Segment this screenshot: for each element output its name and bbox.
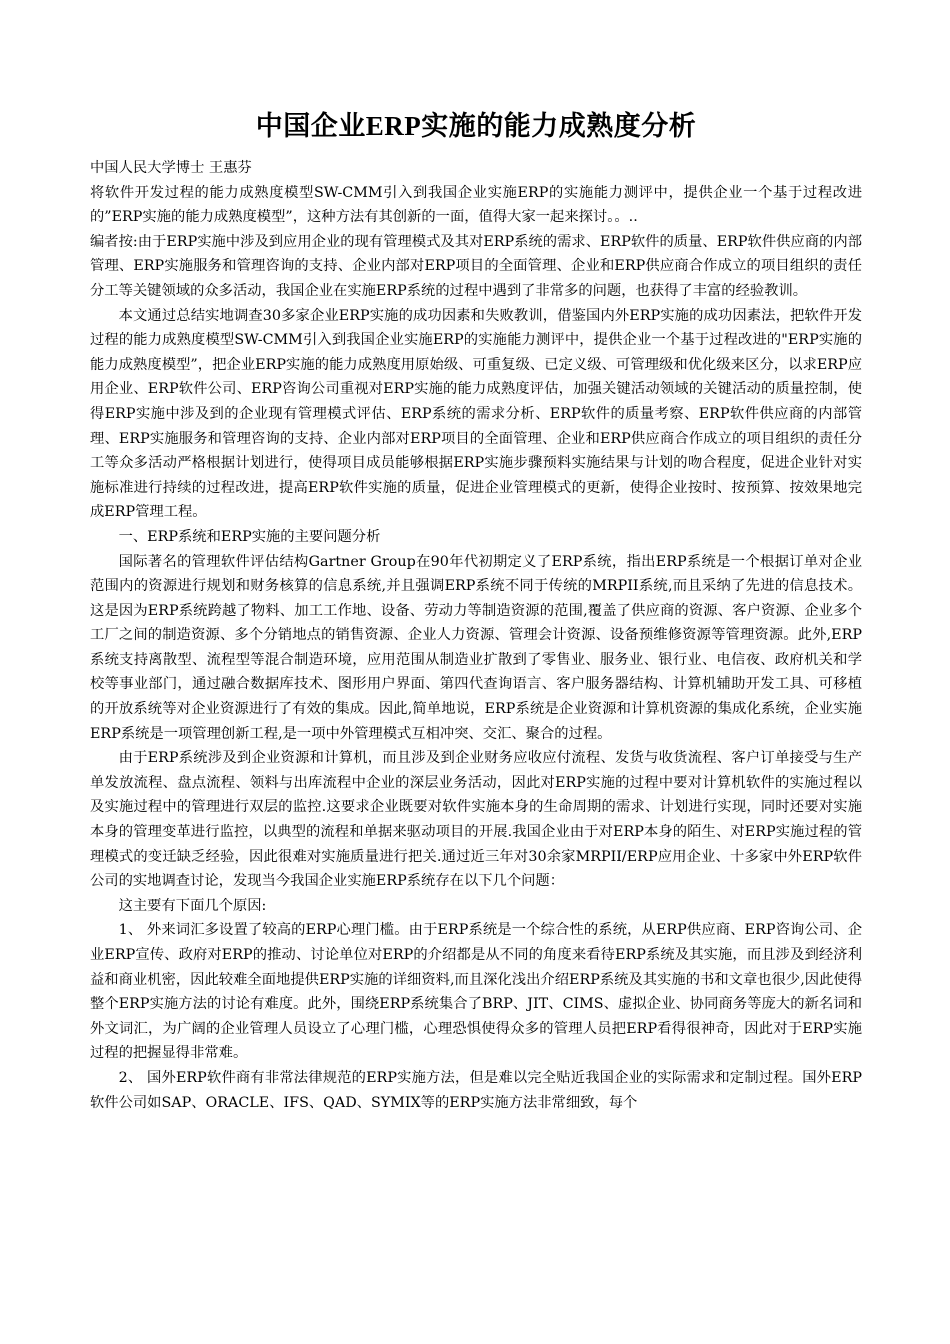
reason-item-2: 2、 国外ERP软件商有非常法律规范的ERP实施方法，但是难以完全贴近我国企业的实际需求和定制过程。国外ERP软件公司如SAP、ORACLE、IFS、QAD、SYMIX等的ERP实施方法非常细致，每个 — [90, 1069, 862, 1111]
document-title: 中国企业ERP实施的能力成熟度分析 — [255, 111, 697, 141]
intro-summary-paragraph: 将软件开发过程的能力成熟度模型SW-CMM引入到我国企业实施ERP的实施能力测评中，提供企业一个基于过程改进的”ERP实施的能力成熟度模型”，这种方法有其创新的一面，值得大家一起来探讨。。.. — [90, 184, 862, 226]
editor-note-paragraph: 编者按:由于ERP实施中涉及到应用企业的现有管理模式及其对ERP系统的需求、ERP软件的质量、ERP软件供应商的内部管理、ERP实施服务和管理咨询的支持、企业内部对ERP项目的全面管理、企业和ERP供应商合作成立的项目组织的责任分工等关键领域的众多活动，我国企业在实施ERP系统的过程中遇到了非常多的问题，也获得了丰富的经验教训。 — [90, 233, 862, 299]
body-paragraph: 由于ERP系统涉及到企业资源和计算机，而且涉及到企业财务应收应付流程、发货与收货流程、客户订单接受与生产单发放流程、盘点流程、领料与出库流程中企业的深层业务活动，因此对ERP实施的过程中要对计算机软件的实施过程以及实施过程中的管理进行双层的监控.这要求企业既要对软件实施本身的生命周期的需求、计划进行实现，同时还要对实施本身的管理变革进行监控，以典型的流程和单据来驱动项目的开展.我国企业由于对ERP本身的陌生、对ERP实施过程的管理模式的变迁缺乏经验，因此很难对实施质量进行把关.通过近三年对30余家MRPII/ERP应用企业、十多家中外ERP软件公司的实地调查讨论，发现当今我国企业实施ERP系统存在以下几个问题： — [90, 750, 862, 890]
section-heading-1: 一、ERP系统和ERP实施的主要问题分析 — [118, 528, 381, 545]
reasons-intro-line: 这主要有下面几个原因: — [118, 897, 267, 914]
document-page — [90, 96, 862, 1115]
body-paragraph: 国际著名的管理软件评估结构Gartner Group在90年代初期定义了ERP系统，指出ERP系统是一个根据订单对企业范围内的资源进行规划和财务核算的信息系统,并且强调ERP系统不同于传统的MRPII系统,而且采纳了先进的信息技术。这是因为ERP系统跨越了物料、加工工作地、设备、劳动力等制造资源的范围,覆盖了供应商的资源、客户资源、企业多个工厂之间的制造资源、多个分销地点的销售资源、企业人力资源、管理会计资源、设备预维修资源等管理资源。此外,ERP系统支持离散型、流程型等混合制造环境，应用范围从制造业扩散到了零售业、服务业、银行业、电信夜、政府机关和学校等事业部门，通过融合数据库技术、图形用户界面、第四代查询语言、客户服务器结构、计算机辅助开发工具、可移植的开放系统等对企业资源进行了有效的集成。因此,简单地说，ERP系统是企业资源和计算机资源的集成化系统，企业实施ERP系统是一项管理创新工程,是一项中外管理模式互相冲突、交汇、聚合的过程。 — [90, 553, 862, 742]
author-line: 中国人民大学博士 王惠芬 — [90, 160, 252, 176]
reason-item-1: 1、 外来词汇多设置了较高的ERP心理门槛。由于ERP系统是一个综合性的系统，从ERP供应商、ERP咨询公司、企业ERP宣传、政府对ERP的推动、讨论单位对ERP的介绍都是从不同的角度来看待ERP系统及其实施，而且涉及到经济利益和商业机密，因此较难全面地提供ERP实施的详细资料,而且深化浅出介绍ERP系统及其实施的书和文章也很少,因此使得整个ERP实施方法的讨论有难度。此外，围绕ERP系统集合了BRP、JIT、CIMS、虚拟企业、协同商务等庞大的新名词和外文词汇，为广阔的企业管理人员设立了心理门槛，心理恐惧使得众多的管理人员把ERP看得很神奇，因此对于ERP实施过程的把握显得非常难。 — [90, 922, 862, 1062]
abstract-paragraph: 本文通过总结实地调查30多家企业ERP实施的成功因素和失败教训，借鉴国内外ERP实施的成功因素法，把软件开发过程的能力成熟度模型SW-CMM引入到我国企业实施ERP的实施能力测评中，提供企业一个基于过程改进的"ERP实施的能力成熟度模型”，把企业ERP实施的能力成熟度用原始级、可重复级、已定义级、可管理级和优化级来区分，以求ERP应用企业、ERP软件公司、ERP咨询公司重视对ERP实施的能力成熟度评估，加强关键活动领域的关键活动的质量控制，使得ERP实施中涉及到的企业现有管理模式评估、ERP系统的需求分析、ERP软件的质量考察、ERP软件供应商的内部管理、ERP实施服务和管理咨询的支持、企业内部对ERP项目的全面管理、企业和ERP供应商合作成立的项目组织的责任分工等众多活动严格根据计划进行，使得项目成员能够根据ERP实施步骤预料实施结果与计划的吻合程度，促进企业针对实施标准进行持续的过程改进，提高ERP软件实施的质量，促进企业管理模式的更新，使得企业按时、按预算、按效果地完成ERP管理工程。 — [90, 307, 862, 521]
